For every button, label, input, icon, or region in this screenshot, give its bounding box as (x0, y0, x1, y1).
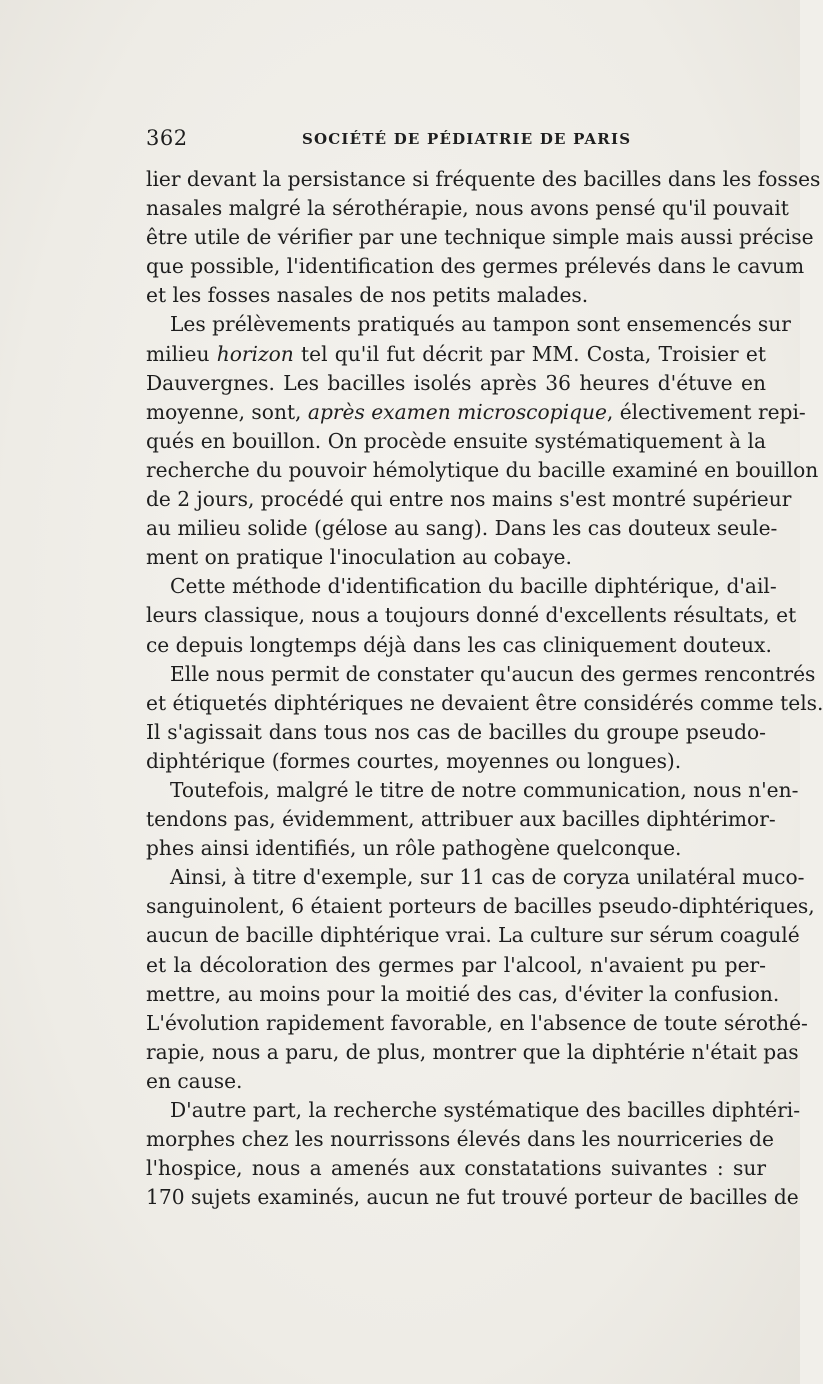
text-line: l'hospice, nous a amenés aux constatations suivantes : sur (146, 1156, 766, 1181)
text-line: D'autre part, la recherche systématique des bacilles diphtéri- (170, 1098, 801, 1122)
text-line: L'évolution rapidement favorable, en l'absence de toute sérothé- (146, 1010, 808, 1035)
text-line: ce depuis longtemps déjà dans les cas cliniquement douteux. (146, 632, 772, 657)
text-line: morphes chez les nourrissons élevés dans les nourriceries de (146, 1127, 774, 1152)
text-line: phes ainsi identifiés, un rôle pathogène quelconque. (146, 836, 682, 861)
text-line: de 2 jours, procédé qui entre nos mains s'est montré supérieur (146, 487, 792, 512)
text-line: être utile de vérifier par une technique simple mais aussi précise (146, 225, 814, 250)
text-line: 170 sujets examinés, aucun ne fut trouvé porteur de bacilles de (146, 1185, 799, 1210)
page-number: 362 (146, 126, 188, 150)
text-line: au milieu solide (gélose au sang). Dans les cas douteux seule- (146, 516, 778, 541)
text-line: sanguinolent, 6 étaient porteurs de bacilles pseudo-diphtériques, (146, 894, 815, 919)
running-head: SOCIÉTÉ DE PÉDIATRIE DE PARIS (302, 130, 632, 148)
text-segment: tel qu'il fut décrit par MM. Costa, Troisier et (293, 341, 766, 366)
text-line: nasales malgré la sérothérapie, nous avons pensé qu'il pouvait (146, 196, 789, 221)
text-line (146, 340, 766, 369)
text-line: diphtérique (formes courtes, moyennes ou longues). (146, 748, 682, 773)
text-line: tendons pas, évidemment, attribuer aux bacilles diphtérimor- (146, 807, 776, 832)
italic-term: horizon (216, 341, 294, 366)
text-line: Ainsi, à titre d'exemple, sur 11 cas de coryza unilatéral muco- (170, 865, 805, 890)
text-line: Dauvergnes. Les bacilles isolés après 36 heures d'étuve en (146, 370, 766, 395)
text-line: leurs classique, nous a toujours donné d'excellents résultats, et (146, 603, 797, 628)
text-line: Il s'agissait dans tous nos cas de bacilles du groupe pseudo- (146, 719, 766, 744)
text-line: Toutefois, malgré le titre de notre communication, nous n'en- (170, 777, 799, 802)
page-header (146, 126, 632, 156)
text-line: et la décoloration des germes par l'alcool, n'avaient pu per- (146, 952, 766, 977)
text-line: qués en bouillon. On procède ensuite systématiquement à la (146, 428, 766, 453)
text-line: recherche du pouvoir hémolytique du bacille examiné en bouillon (146, 457, 819, 482)
text-line: Les prélèvements pratiqués au tampon sont ensemencés sur (170, 312, 791, 337)
text-segment: , électivement repi- (606, 399, 806, 424)
text-line: aucun de bacille diphtérique vrai. La culture sur sérum coagulé (146, 923, 800, 948)
text-line: lier devant la persistance si fréquente des bacilles dans les fosses (146, 167, 821, 191)
text-segment: moyenne, sont, (146, 399, 308, 424)
text-line: et étiquetés diphtériques ne devaient être considérés comme tels. (146, 690, 823, 715)
text-line: et les fosses nasales de nos petits malades. (146, 283, 589, 308)
text-line: ment on pratique l'inoculation au cobaye. (146, 545, 572, 570)
text-line: que possible, l'identification des germes prélevés dans le cavum (146, 254, 805, 279)
text-line: en cause. (146, 1068, 243, 1093)
text-line (146, 398, 806, 427)
text-line: Elle nous permit de constater qu'aucun des germes rencontrés (170, 661, 816, 686)
body-text (146, 165, 823, 1212)
text-segment: milieu (146, 341, 217, 366)
text-line: Cette méthode d'identification du bacille diphtérique, d'ail- (170, 574, 777, 599)
text-line: mettre, au moins pour la moitié des cas, d'éviter la confusion. (146, 981, 780, 1006)
text-line: rapie, nous a paru, de plus, montrer que la diphtérie n'était pas (146, 1039, 799, 1064)
italic-term: après examen microscopique (307, 399, 607, 424)
